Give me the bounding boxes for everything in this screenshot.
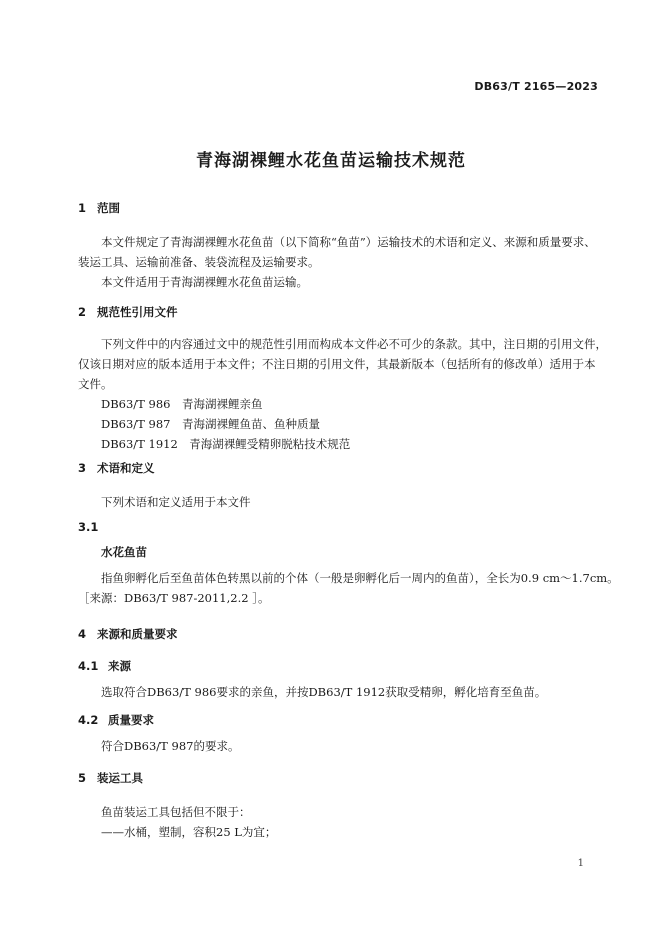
section-heading	[78, 200, 120, 216]
section-heading	[78, 626, 178, 642]
section-title: 术语和定义	[97, 461, 155, 475]
text-line: ［来源：DB63/T 987-2011,2.2 ］。	[78, 591, 270, 605]
section-title: 规范性引用文件	[97, 305, 178, 319]
subsection-number: 4.1	[78, 659, 99, 673]
subsection-heading	[78, 712, 154, 728]
section-number: 3	[78, 461, 87, 475]
paragraph	[78, 334, 607, 454]
reference-item: DB63/T 986 青海湖裸鲤亲鱼	[101, 397, 263, 411]
section-title: 范围	[97, 201, 120, 215]
paragraph	[78, 232, 600, 292]
paragraph	[78, 802, 600, 842]
section-title: 装运工具	[97, 771, 143, 785]
text-line: 指鱼卵孵化后至鱼苗体色转黑以前的个体（一般是卵孵化后一周内的鱼苗），全长为0.9 cm～1.7cm。	[101, 571, 619, 585]
text-line: 仅该日期对应的版本适用于本文件；不注日期的引用文件，其最新版本（包括所有的修改单）适用于本	[78, 357, 596, 371]
text-line: 下列术语和定义适用于本文件	[101, 495, 251, 509]
document-title: 青海湖裸鲤水花鱼苗运输技术规范	[196, 151, 466, 171]
text-line: 文件。	[78, 377, 113, 391]
section-heading	[78, 304, 178, 320]
subsection-title: 来源	[108, 659, 131, 673]
section-number: 5	[78, 771, 87, 785]
subsection-title: 质量要求	[108, 713, 154, 727]
text-line: 鱼苗装运工具包括但不限于：	[101, 805, 251, 819]
subsection-number: 4.2	[78, 713, 99, 727]
text-line: 装运工具、运输前准备、装袋流程及运输要求。	[78, 255, 320, 269]
subsection-heading	[78, 658, 131, 674]
text-line: 下列文件中的内容通过文中的规范性引用而构成本文件必不可少的条款。其中，注日期的引用文件，	[101, 337, 607, 351]
reference-item: DB63/T 1912 青海湖裸鲤受精卵脱粘技术规范	[101, 437, 351, 451]
section-number: 2	[78, 305, 87, 319]
text-line: 选取符合DB63/T 986要求的亲鱼，并按DB63/T 1912获取受精卵，孵化培育至鱼苗。	[101, 685, 547, 699]
section-title: 来源和质量要求	[97, 627, 178, 641]
page-number: 1	[577, 858, 584, 869]
list-item: ——水桶，塑制，容积25 L为宜；	[101, 825, 277, 839]
paragraph	[78, 492, 600, 512]
text-line: 符合DB63/T 987的要求。	[101, 739, 240, 753]
term-number: 3.1	[78, 520, 99, 534]
section-number: 4	[78, 627, 87, 641]
paragraph	[78, 682, 600, 702]
document-code: DB63/T 2165—2023	[474, 80, 598, 93]
text-line: 本文件规定了青海湖裸鲤水花鱼苗（以下简称“鱼苗”）运输技术的术语和定义、来源和质量要求、	[101, 235, 596, 249]
reference-item: DB63/T 987 青海湖裸鲤鱼苗、鱼种质量	[101, 417, 320, 431]
paragraph	[78, 736, 600, 756]
term-name: 水花鱼苗	[101, 545, 147, 559]
section-number: 1	[78, 201, 87, 215]
term-definition	[78, 568, 619, 608]
section-heading	[78, 770, 143, 786]
section-heading	[78, 460, 155, 476]
text-line: 本文件适用于青海湖裸鲤水花鱼苗运输。	[101, 275, 308, 289]
